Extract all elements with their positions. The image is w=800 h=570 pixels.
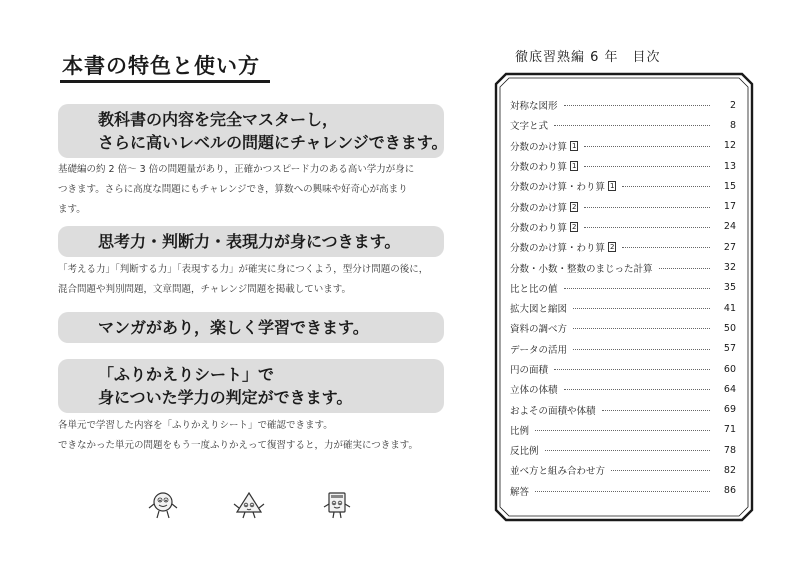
feature-heading-line: 身についた学力の判定ができます。 (98, 388, 353, 407)
toc-leader-dots (535, 490, 710, 492)
toc-item (510, 237, 736, 257)
toc-item-title: 拡大図と縮図 (510, 304, 568, 316)
toc-item-page: 60 (723, 363, 736, 375)
toc-heading: 徹底習熟編 6 年 目次 (515, 50, 661, 65)
toc-item-title: 資料の調べ方 (510, 324, 568, 336)
toc-leader-dots (584, 165, 710, 167)
toc-item-part-number: 2 (572, 202, 577, 211)
toc-item-title: 解答 (510, 486, 530, 498)
toc-item (510, 318, 736, 338)
toc-item-page: 86 (723, 485, 736, 497)
toc-leader-dots (564, 388, 710, 390)
toc-leader-dots (564, 287, 710, 289)
toc-item (510, 440, 736, 460)
toc-item-page: 50 (723, 322, 736, 334)
feature-heading-2 (58, 226, 444, 257)
toc-item-title: データの活用 (510, 344, 568, 356)
toc-item-part-number: 2 (572, 222, 577, 231)
toc-item (510, 278, 736, 298)
toc-leader-dots (584, 206, 710, 208)
toc-item-title: 分数のかけ算・わり算 (510, 182, 606, 194)
toc-item (510, 95, 736, 115)
toc-leader-dots (611, 469, 710, 471)
toc-leader-dots (573, 327, 710, 329)
toc-item (510, 420, 736, 440)
toc-item-page: 27 (723, 241, 736, 253)
toc-item-page: 12 (723, 140, 736, 152)
toc-item-title: 分数のわり算 (510, 162, 568, 174)
feature-heading-line: さらに高いレベルの問題にチャレンジできます。 (98, 133, 448, 152)
toc-item-part-number: 1 (610, 182, 615, 191)
toc-leader-dots (573, 348, 710, 350)
toc-leader-dots (545, 449, 710, 451)
toc-item (510, 176, 736, 196)
toc-item-title: およその面積や体積 (510, 405, 596, 417)
toc-item (510, 379, 736, 399)
toc-item-title: 比と比の値 (510, 283, 558, 295)
book-character-icon (320, 490, 354, 520)
feature-heading-3 (58, 312, 444, 343)
toc-item-part-number: 1 (572, 162, 577, 171)
toc-item-title: 対称な図形 (510, 101, 558, 113)
feature-body-2 (58, 260, 450, 300)
toc-item (510, 339, 736, 359)
toc-item (510, 359, 736, 379)
toc-item-part-number: 2 (610, 243, 615, 252)
toc-item-title: 分数のかけ算・わり算 (510, 243, 606, 255)
feature-body-line: 各単元で学習した内容を「ふりかえりシート」で確認できます。 (58, 420, 333, 431)
toc-item-page: 69 (723, 404, 736, 416)
toc-item-title: 分数・小数・整数のまじった計算 (510, 263, 653, 275)
toc-item-page: 32 (723, 262, 736, 274)
toc-leader-dots (564, 104, 710, 106)
toc-item-page: 57 (723, 343, 736, 355)
toc-item (510, 257, 736, 277)
feature-body-1 (58, 160, 450, 220)
toc-item (510, 460, 736, 480)
page-title: 本書の特色と使い方 (62, 54, 260, 78)
toc-item-page: 78 (723, 444, 736, 456)
toc-item-title: 分数のわり算 (510, 222, 568, 234)
title-underline (60, 80, 270, 83)
toc-item-title: 文字と式 (510, 121, 549, 133)
toc-item-page: 13 (723, 160, 736, 172)
feature-heading-1 (58, 104, 448, 158)
toc-item (510, 481, 736, 501)
toc-item-page: 35 (723, 282, 736, 294)
feature-body-line: 「考える力」「判断する力」「表現する力」が確実に身につくよう，型分け問題の後に， (58, 264, 429, 275)
toc-leader-dots (554, 124, 710, 126)
feature-heading-line: 「ふりかえりシート」で (98, 365, 275, 384)
toc-item-page: 2 (729, 99, 736, 111)
toc-item-page: 8 (729, 119, 736, 131)
feature-heading-line: 教科書の内容を完全マスターし， (98, 110, 339, 129)
toc-leader-dots (554, 368, 710, 370)
toc-item (510, 298, 736, 318)
feature-heading-4 (58, 359, 444, 413)
toc-item (510, 217, 736, 237)
toc-leader-dots (535, 429, 710, 431)
feature-heading-line: 思考力・判断力・表現力が身につきます。 (98, 232, 401, 251)
toc-item-title: 分数のかけ算 (510, 141, 568, 153)
toc-item-title: 反比例 (510, 446, 539, 458)
toc-leader-dots (573, 307, 710, 309)
toc-item-title: 比例 (510, 425, 530, 437)
toc-item-page: 82 (723, 464, 736, 476)
toc-item (510, 136, 736, 156)
feature-body-line: 基礎編の約 2 倍～ 3 倍の問題量があり，正確かつスピード力のある高い学力が身に (58, 164, 415, 175)
toc-item-title: 円の面積 (510, 365, 549, 376)
feature-heading-line: マンガがあり，楽しく学習できます。 (98, 318, 369, 337)
toc-item (510, 156, 736, 176)
toc-item-title: 分数のかけ算 (510, 202, 568, 214)
feature-body-4 (58, 416, 450, 456)
toc-item-page: 24 (723, 221, 736, 233)
feature-body-line: できなかった単元の問題をもう一度ふりかえって復習すると，力が確実につきます。 (58, 440, 419, 451)
toc-leader-dots (584, 226, 710, 228)
toc-item-page: 41 (723, 302, 736, 314)
toc-item-page: 17 (723, 201, 736, 213)
toc-item-title: 並べ方と組み合わせ方 (510, 466, 606, 478)
toc-leader-dots (622, 246, 710, 248)
triangle-character-icon (232, 490, 266, 520)
toc-item-page: 71 (723, 424, 736, 436)
smiling-face-character-icon (146, 490, 180, 520)
feature-body-line: ます。 (58, 204, 86, 215)
toc-leader-dots (659, 267, 710, 269)
toc-leader-dots (602, 409, 710, 411)
toc-item-page: 64 (723, 383, 736, 395)
toc-item-title: 立体の体積 (510, 385, 558, 397)
toc-item (510, 399, 736, 419)
toc-leader-dots (622, 185, 710, 187)
feature-body-line: つきます。さらに高度な問題にもチャレンジでき，算数への興味や好奇心が高まり (58, 184, 408, 195)
toc-item-part-number: 1 (572, 141, 577, 150)
toc-item (510, 196, 736, 216)
toc-leader-dots (584, 145, 710, 147)
feature-body-line: 混合問題や判別問題，文章問題，チャレンジ問題を掲載しています。 (58, 284, 351, 295)
toc-list (510, 95, 736, 501)
toc-item (510, 115, 736, 135)
toc-item-page: 15 (723, 180, 736, 192)
